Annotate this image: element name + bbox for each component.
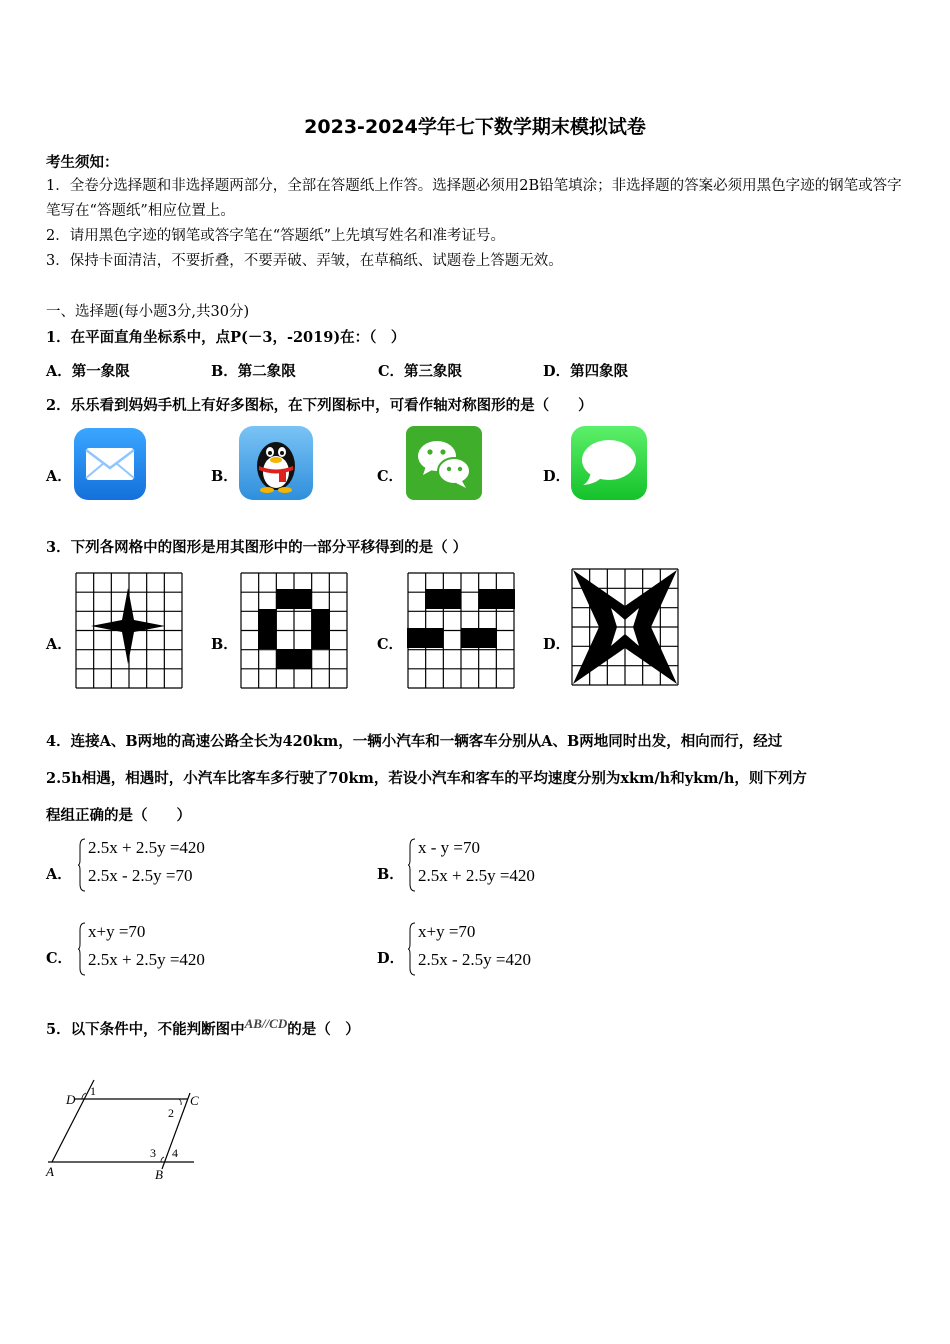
notice-item-1: 1．全卷分选择题和非选择题两部分，全部在答题纸上作答。选择题必须用2B铅笔填涂；非选择题的答案必须用黑色字迹的钢笔或答字笔写在“答题纸”相应位置上。: [46, 178, 902, 219]
grid-figure-c: [407, 572, 515, 689]
q4-system-b: [408, 838, 588, 894]
brace-icon: [78, 922, 86, 976]
q2-label-d: D．: [543, 468, 571, 485]
equation-1: x - y =70: [418, 838, 480, 857]
notice-item-2: 2．请用黑色字迹的钢笔或答字笔在“答题纸”上先填写姓名和准考证号。: [46, 228, 506, 244]
q1-option-b: B．第二象限: [211, 363, 296, 380]
grid-figure-a: [75, 572, 183, 689]
brace-icon: [408, 922, 416, 976]
brace-icon: [78, 838, 86, 892]
equation-2: 2.5x + 2.5y =420: [88, 950, 205, 969]
q4-stem-line3: 程组正确的是（ ）: [46, 807, 191, 824]
equation-2: 2.5x + 2.5y =420: [418, 866, 535, 885]
q2-label-a: A．: [46, 468, 72, 485]
section-heading: 一、选择题(每小题3分,共30分): [46, 304, 250, 320]
equation-1: 2.5x + 2.5y =420: [88, 838, 205, 857]
label-c: C: [190, 1093, 199, 1108]
q5-stem-math: AB//CD: [244, 1016, 288, 1031]
equation-1: x+y =70: [418, 922, 476, 941]
q2-stem: 2．乐乐看到妈妈手机上有好多图标，在下列图标中，可看作轴对称图形的是（ ）: [46, 397, 593, 414]
q4-label-c: C．: [46, 950, 73, 967]
angle-4-label: 4: [172, 1146, 178, 1160]
q1-option-d: D．第四象限: [543, 363, 629, 380]
q3-label-b: B．: [211, 636, 238, 653]
notice-item-3: 3．保持卡面清洁，不要折叠，不要弄破、弄皱，在草稿纸、试题卷上答题无效。: [46, 253, 563, 269]
q1-option-a: A．第一象限: [46, 363, 130, 380]
q4-label-a: A．: [46, 866, 72, 883]
angle-3-label: 3: [150, 1146, 156, 1160]
q2-label-c: C．: [377, 468, 404, 485]
q4-system-a: [78, 838, 258, 894]
angle-1-label: 1: [90, 1084, 96, 1098]
label-d: D: [66, 1092, 76, 1107]
label-b: B: [155, 1167, 163, 1182]
q4-system-d: [408, 922, 588, 978]
q4-stem-line2: 2.5h相遇，相遇时，小汽车比客车多行驶了70km，若设小汽车和客车的平均速度分别为xkm/h和ykm/h，则下列方: [46, 770, 807, 787]
q5-stem-post: 的是（ ）: [287, 1021, 360, 1038]
notice-heading: 考生须知：: [46, 154, 119, 171]
mail-icon: [74, 428, 146, 500]
q3-label-c: C．: [377, 636, 404, 653]
grid-figure-d: [571, 568, 679, 686]
q4-label-d: D．: [377, 950, 405, 967]
q2-label-b: B．: [211, 468, 238, 485]
q3-label-a: A．: [46, 636, 72, 653]
angle-2-label: 2: [168, 1106, 174, 1120]
qq-penguin-icon: [239, 426, 313, 500]
brace-icon: [408, 838, 416, 892]
equation-1: x+y =70: [88, 922, 146, 941]
page-title: 2023-2024学年七下数学期末模拟试卷: [304, 116, 646, 138]
q3-stem: 3．下列各网格中的图形是用其图形中的一部分平移得到的是（ ）: [46, 539, 468, 556]
equation-2: 2.5x - 2.5y =70: [88, 866, 193, 885]
q3-label-d: D．: [543, 636, 571, 653]
q4-label-b: B．: [377, 866, 404, 883]
equation-2: 2.5x - 2.5y =420: [418, 950, 531, 969]
grid-figure-b: [240, 572, 348, 689]
q4-system-c: [78, 922, 258, 978]
wechat-icon: [406, 426, 482, 500]
q1-stem: 1．在平面直角坐标系中，点P(－3，-2019)在：（ ）: [46, 329, 406, 346]
q1-option-c: C．第三象限: [378, 363, 463, 380]
label-a: A: [46, 1164, 54, 1179]
parallelogram-figure: [44, 1075, 204, 1185]
q4-stem-line1: 4．连接A、B两地的高速公路全长为420km，一辆小汽车和一辆客车分别从A、B两地同时出发，相向而行，经过: [46, 733, 783, 750]
q5-stem-pre: 5．以下条件中，不能判断图中: [46, 1021, 245, 1038]
message-icon: [571, 426, 647, 500]
q5-stem: [46, 1018, 360, 1039]
